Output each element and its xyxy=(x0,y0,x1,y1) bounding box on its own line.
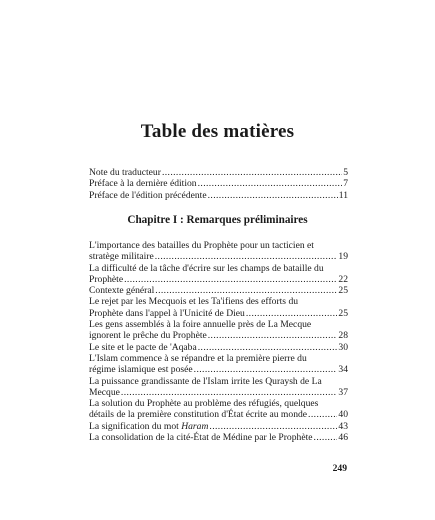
toc-line xyxy=(89,308,348,319)
toc-line xyxy=(89,421,348,432)
toc-line xyxy=(89,387,348,398)
toc-line xyxy=(89,274,348,285)
entry-title: régime islamique est posée xyxy=(89,364,193,376)
toc-entry xyxy=(89,398,348,421)
entry-page-number: 5 xyxy=(343,167,348,178)
toc-line xyxy=(89,190,348,201)
toc-entry xyxy=(89,167,348,178)
dot-leader xyxy=(194,364,338,375)
entry-page-number: 30 xyxy=(338,341,348,353)
toc-entry xyxy=(89,421,348,432)
page-title: Table des matières xyxy=(140,121,295,142)
entry-title: Préface de l'édition précédente xyxy=(89,189,207,201)
dot-leader xyxy=(208,190,338,201)
toc-entry xyxy=(89,178,348,189)
toc-line xyxy=(89,178,348,189)
entry-page-number: 7 xyxy=(343,178,348,190)
dot-leader xyxy=(246,308,338,319)
entry-page-number: 22 xyxy=(338,273,348,285)
entry-page-number: 28 xyxy=(338,330,348,342)
entry-title: stratège militaire xyxy=(89,251,154,263)
entry-title: Note du traducteur xyxy=(89,167,161,178)
entry-title-line: Les gens assemblés à la foire annuelle près de La Mecque xyxy=(89,319,312,331)
entry-title: Contexte général xyxy=(89,285,155,297)
entry-page-number: 43 xyxy=(338,420,348,432)
toc-line xyxy=(89,342,348,353)
chapter-entry-list xyxy=(89,240,348,443)
toc-line xyxy=(89,251,348,262)
entry-title-italic: Haram xyxy=(181,420,209,432)
toc-entry xyxy=(89,432,348,443)
entry-title: Prophète xyxy=(89,273,124,285)
toc-entry xyxy=(89,342,348,353)
entry-title-part: La signification du mot xyxy=(89,420,182,432)
entry-title: Prophète dans l'appel à l'Unicité de Dieu xyxy=(89,307,245,319)
entry-title-line: L'Islam commence à se répandre et la première pierre du xyxy=(89,352,307,364)
chapter-heading: Chapitre I : Remarques préliminaires xyxy=(127,214,308,226)
entry-page-number: 40 xyxy=(338,409,348,421)
entry-title xyxy=(89,421,208,432)
entry-title-line: La puissance grandissante de l'Islam irrite les Quraysh de La xyxy=(89,375,322,387)
toc-entry xyxy=(89,296,348,319)
entry-title: Préface à la dernière édition xyxy=(89,178,197,190)
dot-leader xyxy=(198,342,338,353)
toc-entry xyxy=(89,376,348,399)
toc-entry xyxy=(89,263,348,286)
dot-leader xyxy=(308,409,337,420)
toc-entry xyxy=(89,240,348,263)
entry-page-number: 11 xyxy=(338,189,348,201)
entry-title-line: La difficulté de la tâche d'écrire sur les champs de bataille du xyxy=(89,262,324,274)
entry-title: détails de la première constitution d'État écrite au monde xyxy=(89,409,308,421)
entry-title: Le site et le pacte de 'Aqaba xyxy=(89,341,197,353)
toc-line xyxy=(89,432,348,443)
entry-title-line: Le rejet par les Mecquois et les Ta'ifiens des efforts du xyxy=(89,296,299,308)
entry-page-number: 25 xyxy=(338,307,348,319)
dot-leader xyxy=(198,178,343,189)
entry-page-number: 46 xyxy=(338,432,348,444)
entry-title: Mecque xyxy=(89,386,120,398)
toc-entry xyxy=(89,319,348,342)
entry-title-line: L'importance des batailles du Prophète pour un tacticien et xyxy=(89,240,314,251)
entry-page-number: 37 xyxy=(338,386,348,398)
dot-leader xyxy=(208,330,338,341)
toc-line xyxy=(89,167,348,178)
dot-leader xyxy=(155,251,338,262)
dot-leader xyxy=(162,167,342,178)
dot-leader xyxy=(155,285,337,296)
dot-leader xyxy=(121,387,338,398)
entry-page-number: 25 xyxy=(338,285,348,297)
page-number: 249 xyxy=(332,463,347,474)
entry-page-number: 34 xyxy=(338,364,348,376)
toc-entry xyxy=(89,353,348,376)
toc-line xyxy=(89,285,348,296)
toc-line xyxy=(89,409,348,420)
dot-leader xyxy=(314,432,338,443)
entry-title: La consolidation de la cité-État de Médine par le Prophète xyxy=(89,432,313,444)
entry-title-line: La solution du Prophète au problème des réfugiés, quelques xyxy=(89,398,319,410)
toc-entry xyxy=(89,190,348,201)
toc-entry xyxy=(89,285,348,296)
dot-leader xyxy=(124,274,337,285)
entry-page-number: 19 xyxy=(338,251,348,263)
toc-line xyxy=(89,330,348,341)
dot-leader xyxy=(209,421,337,432)
front-matter-list xyxy=(89,167,348,201)
toc-line xyxy=(89,364,348,375)
entry-title: ignorent le prêche du Prophète xyxy=(89,330,207,342)
